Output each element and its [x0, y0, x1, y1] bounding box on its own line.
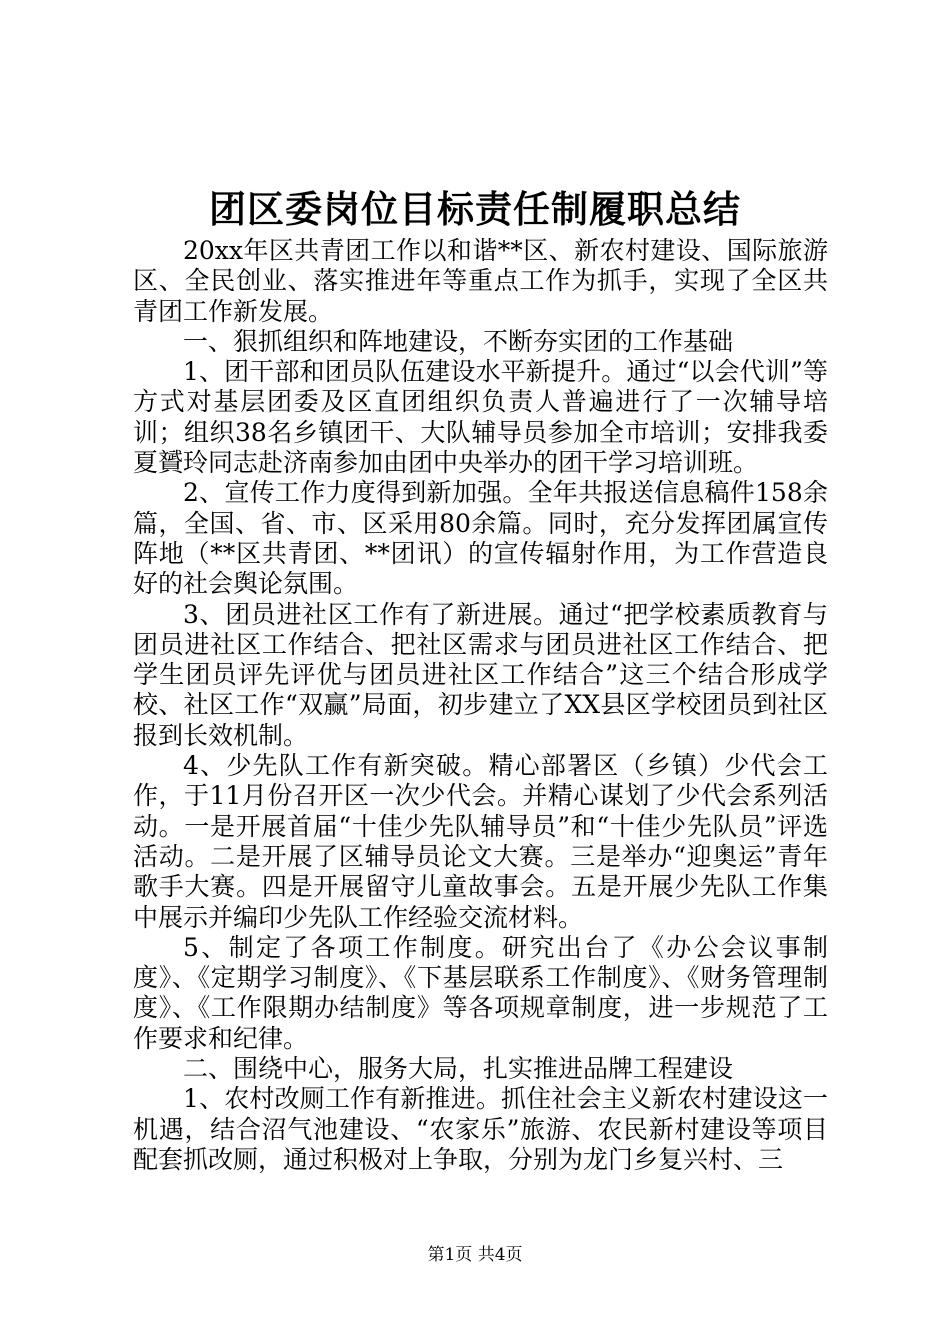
- document-body: [133, 236, 828, 1175]
- section-heading-1: 一、狠抓组织和阵地建设，不断夯实团的工作基础: [183, 326, 734, 356]
- paragraph-1-1: 1、团干部和团员队伍建设水平新提升。通过“以会代训”等方式对基层团委及区直团组织负责人普遍进行了一次辅导培训；组织38名乡镇团干、大队辅导员参加全市培训；安排我委夏贇玲同志赴济南参加由团中央举办的团干学习培训班。: [133, 357, 828, 478]
- section-heading-2: 二、围绕中心，服务大局，扎实推进品牌工程建设: [183, 1054, 734, 1084]
- paragraph-1-2: 2、宣传工作力度得到新加强。全年共报送信息稿件158余篇，全国、省、市、区采用80余篇。同时，充分发挥团属宣传阵地（**区共青团、**团讯）的宣传辐射作用，为工作营造良好的社会舆论氛围。: [133, 478, 828, 599]
- document-title: 团区委岗位目标责任制履职总结: [209, 187, 741, 231]
- paragraph-1-3: 3、团员进社区工作有了新进展。通过“把学校素质教育与团员进社区工作结合、把社区需求与团员进社区工作结合、把学生团员评先评优与团员进社区工作结合”这三个结合形成学校、社区工作“双赢”局面，初步建立了XX县区学校团员到社区报到长效机制。: [133, 599, 828, 750]
- page-footer: 第1页 共4页: [427, 1245, 523, 1265]
- paragraph-2-1: 1、农村改厕工作有新推进。抓住社会主义新农村建设这一机遇，结合沼气池建设、“农家乐”旅游、农民新村建设等项目配套抓改厕，通过积极对上争取，分别为龙门乡复兴村、三: [133, 1084, 828, 1174]
- paragraph-1-5: 5、制定了各项工作制度。研究出台了《办公会议事制度》、《定期学习制度》、《下基层联系工作制度》、《财务管理制度》、《工作限期办结制度》等各项规章制度，进一步规范了工作要求和纪律。: [133, 932, 828, 1053]
- paragraph-1-4: 4、少先队工作有新突破。精心部署区（乡镇）少代会工作，于11月份召开区一次少代会。并精心谋划了少代会系列活动。一是开展首届“十佳少先队辅导员”和“十佳少先队员”评选活动。二是开展了区辅导员论文大赛。三是举办“迎奥运”青年歌手大赛。四是开展留守儿童故事会。五是开展少先队工作集中展示并编印少先队工作经验交流材料。: [133, 751, 828, 932]
- paragraph-intro: 20xx年区共青团工作以和谐**区、新农村建设、国际旅游区、全民创业、落实推进年等重点工作为抓手，实现了全区共青团工作新发展。: [133, 236, 828, 326]
